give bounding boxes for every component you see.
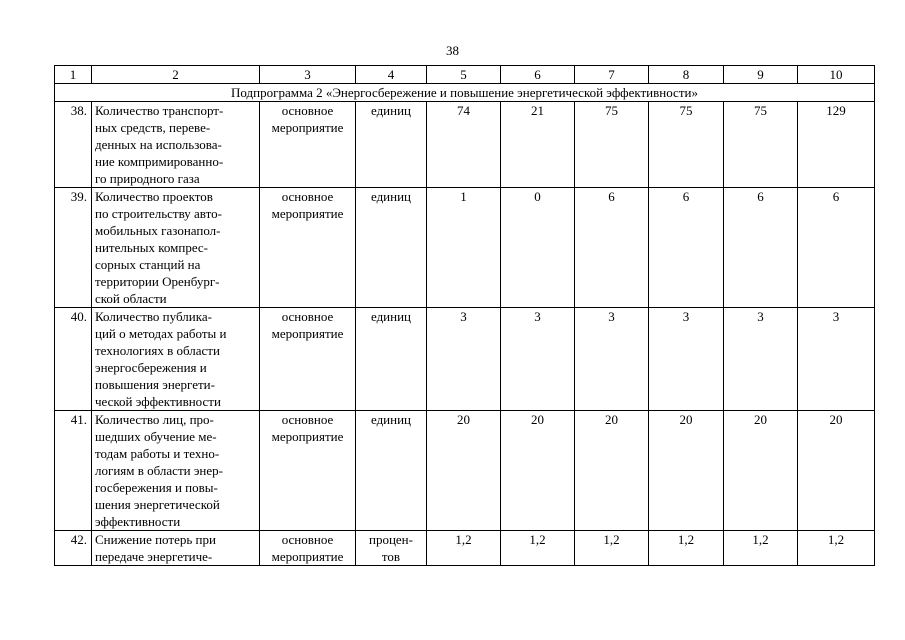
row-number: 38. — [55, 102, 92, 188]
value-cell: 6 — [649, 188, 724, 308]
value-cell: 1,2 — [501, 531, 575, 566]
column-header: 7 — [575, 66, 649, 84]
value-cell: 6 — [798, 188, 875, 308]
value-cell: 20 — [427, 411, 501, 531]
value-cell: 3 — [649, 308, 724, 411]
value-cell: 6 — [575, 188, 649, 308]
column-header: 10 — [798, 66, 875, 84]
column-header: 5 — [427, 66, 501, 84]
value-cell: 3 — [575, 308, 649, 411]
value-cell: 3 — [427, 308, 501, 411]
subprogram-row — [55, 84, 875, 102]
table-row — [55, 411, 875, 531]
indicator-name: Количество публика- ций о методах работы и технологиях в области энергосбережения и повышения энергети- ческой эффективности — [92, 308, 260, 411]
value-cell: 20 — [798, 411, 875, 531]
table-row — [55, 188, 875, 308]
indicator-name: Количество транспорт- ных средств, переве- денных на использова- ние компримированно- го природного газа — [92, 102, 260, 188]
measure-type: основное мероприятие — [260, 308, 356, 411]
unit: единиц — [356, 102, 427, 188]
subprogram-title: Подпрограмма 2 «Энергосбережение и повышение энергетической эффективности» — [55, 84, 875, 102]
row-number: 41. — [55, 411, 92, 531]
value-cell: 75 — [724, 102, 798, 188]
value-cell: 0 — [501, 188, 575, 308]
page-number: 38 — [446, 43, 459, 58]
value-cell: 1,2 — [575, 531, 649, 566]
indicator-name: Количество лиц, про- шедших обучение ме- тодам работы и техно- логиям в области энер- госбережения и повы- шения энергетической эффективности — [92, 411, 260, 531]
unit: единиц — [356, 411, 427, 531]
value-cell: 21 — [501, 102, 575, 188]
value-cell: 3 — [798, 308, 875, 411]
measure-type: основное мероприятие — [260, 411, 356, 531]
value-cell: 1 — [427, 188, 501, 308]
row-number: 40. — [55, 308, 92, 411]
column-header: 4 — [356, 66, 427, 84]
measure-type: основное мероприятие — [260, 188, 356, 308]
value-cell: 1,2 — [427, 531, 501, 566]
value-cell: 20 — [501, 411, 575, 531]
value-cell: 20 — [649, 411, 724, 531]
value-cell: 75 — [649, 102, 724, 188]
unit: единиц — [356, 308, 427, 411]
value-cell: 3 — [724, 308, 798, 411]
value-cell: 6 — [724, 188, 798, 308]
value-cell: 3 — [501, 308, 575, 411]
value-cell: 74 — [427, 102, 501, 188]
value-cell: 1,2 — [724, 531, 798, 566]
value-cell: 20 — [724, 411, 798, 531]
unit: единиц — [356, 188, 427, 308]
value-cell: 1,2 — [649, 531, 724, 566]
indicator-name: Количество проектов по строительству авто- мобильных газонапол- нительных компрес- сорных станций на территории Оренбург- ской области — [92, 188, 260, 308]
column-header: 9 — [724, 66, 798, 84]
table-row — [55, 102, 875, 188]
indicator-name: Снижение потерь при передаче энергетиче- — [92, 531, 260, 566]
value-cell: 75 — [575, 102, 649, 188]
value-cell: 1,2 — [798, 531, 875, 566]
table-row — [55, 531, 875, 566]
row-number: 42. — [55, 531, 92, 566]
column-header: 3 — [260, 66, 356, 84]
value-cell: 20 — [575, 411, 649, 531]
unit: процен- тов — [356, 531, 427, 566]
indicators-table — [54, 65, 875, 566]
column-header: 1 — [55, 66, 92, 84]
table-row — [55, 308, 875, 411]
column-number-row — [55, 66, 875, 84]
column-header: 2 — [92, 66, 260, 84]
column-header: 8 — [649, 66, 724, 84]
measure-type: основное мероприятие — [260, 102, 356, 188]
measure-type: основное мероприятие — [260, 531, 356, 566]
row-number: 39. — [55, 188, 92, 308]
value-cell: 129 — [798, 102, 875, 188]
column-header: 6 — [501, 66, 575, 84]
